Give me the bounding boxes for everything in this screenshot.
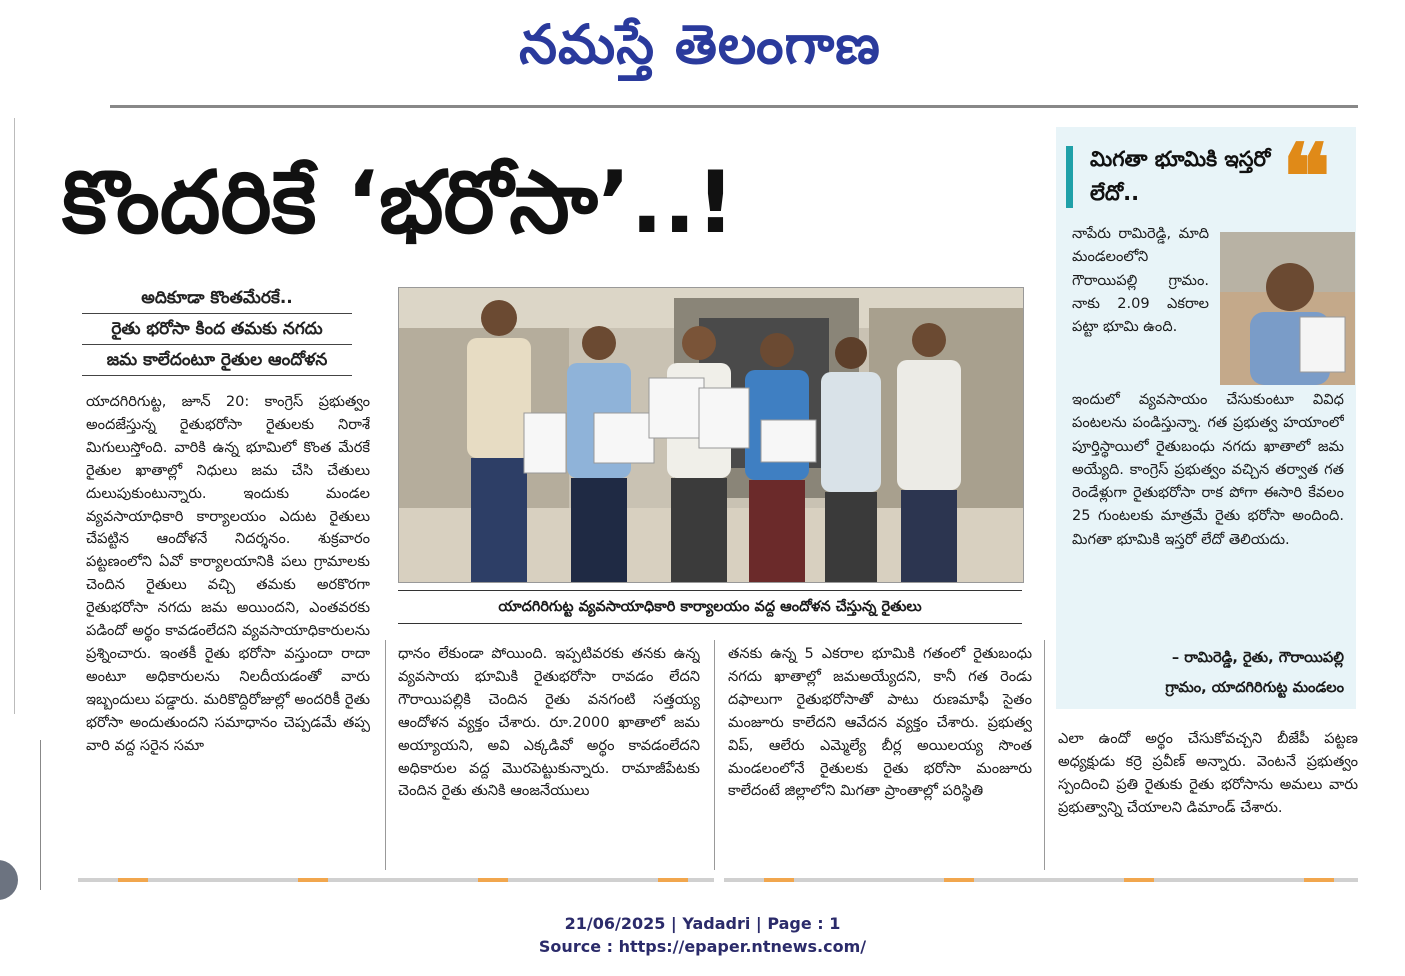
person-6	[897, 323, 961, 582]
footer-decor-rule	[78, 878, 714, 882]
page-nav-handle[interactable]	[0, 860, 18, 900]
quote-mark-icon: ❝	[1282, 124, 1331, 230]
farmers-protest-photo	[398, 287, 1024, 583]
sidebar-attribution-place: గ్రామం, యాదగిరిగుట్ట మండలం	[1165, 679, 1344, 696]
subheading-block	[82, 283, 352, 383]
article-column-4: ఎలా ఉందో అర్థం చేసుకోవచ్చని బీజేపీ పట్టణ అధ్యక్షుడు కర్రె ప్రవీణ్ అన్నారు. వెంటనే ప్రభుత్వం స్పందించి ప్రతి రైతుకు రైతు భరోసాను అమలు వారు ప్రభుత్వాన్ని చేయాలని డిమాండ్ చేశారు.	[1058, 730, 1358, 816]
photo-illustration	[399, 288, 1023, 582]
farmer-portrait-photo	[1220, 232, 1355, 385]
left-column-rule	[40, 740, 41, 890]
sidebar-attribution-name: – రామిరెడ్డి, రైతు, గౌరాయిపల్లి	[1171, 649, 1344, 666]
footer-date-line: 21/06/2025 | Yadadri | Page : 1	[564, 914, 841, 933]
sidebar-text-body: ఇందులో వ్యవసాయం చేసుకుంటూ వివిధ పంటలను పండిస్తున్నా. గత ప్రభుత్వ హయాంలో పూర్తిస్థాయిలో రైతుబంధు నగదు ఖాతాలో జమ అయ్యేది. కాంగ్రెస్ ప్రభుత్వం వచ్చిన తర్వాత గత రెండేళ్లుగా రైతుభరోసా రాక పోగా ఈసారి కేవలం 25 గుంటలకు మాత్రమే రైతు భరోసా అందింది. మిగతా భూమికి ఇస్తరో లేదో తెలియదు.	[1072, 391, 1344, 548]
subheading-line-1: అదికూడా కొంతమేరకే..	[82, 283, 352, 314]
person-3	[667, 326, 731, 582]
sidebar-accent-bar	[1066, 146, 1073, 208]
headline: కొందరికే ‘భరోసా’..!	[62, 153, 736, 253]
column-divider	[1044, 640, 1045, 870]
subheading-line-3: జమ కాలేదంటూ రైతుల ఆందోళన	[82, 345, 352, 376]
person-5	[821, 337, 881, 582]
subheading-line-2: రైతు భరోసా కింద తమకు నగదు	[82, 314, 352, 345]
person-1	[467, 300, 531, 582]
footer-decor-rule	[724, 878, 1358, 882]
left-page-edge	[0, 118, 15, 714]
sidebar-text-intro: నాపేరు రామిరెడ్డి, మాది మండలంలోని గౌరాయిపల్లి గ్రామం. నాకు 2.09 ఎకరాల పట్టా భూమి ఉంది.	[1072, 225, 1209, 336]
masthead-logo: నమస్తే తెలంగాణ	[519, 13, 881, 76]
footer-source-line[interactable]: Source : https://epaper.ntnews.com/	[538, 937, 867, 956]
column-divider	[714, 640, 715, 870]
article-column-3: తనకు ఉన్న 5 ఎకరాల భూమికి గతంలో రైతుబంధు నగదు ఖాతాల్లో జమఅయ్యేదని, కానీ గత రెండు దఫాలుగా రైతుభరోసాతో పాటు రుణమాఫీ సైతం మంజూరు కాలేదని ఆవేదన వ్యక్తం చేశారు. ప్రభుత్వ విప్, ఆలేరు ఎమ్మెల్యే బీర్ల అయిలయ్య సొంత మండలంలోనే రైతులకు రైతు భరోసా మంజూరు కాలేదంటే జిల్లాలోని మిగతా ప్రాంతాల్లో పరిస్థితి	[728, 645, 1032, 800]
photo-caption: యాదగిరిగుట్ట వ్యవసాయాధికారి కార్యాలయం వద్ద ఆందోళన చేస్తున్న రైతులు	[398, 590, 1022, 624]
article-column-2: ధానం లేకుండా పోయింది. ఇప్పటివరకు తనకు ఉన్న వ్యవసాయ భూమికి రైతుభరోసా రావడం లేదని గౌరాయిపల్లికి చెందిన రైతు వనగంటి సత్తయ్య ఆందోళన వ్యక్తం చేశారు. రూ.2000 ఖాతాలో జమ అయ్యాయని, అవి ఎక్కడివో అర్థం కావడంలేదని అధికారుల వద్ద మొరపెట్టుకున్నారు. రామాజీపేటకు చెందిన రైతు తునికి ఆంజనేయులు	[398, 645, 700, 800]
portrait-illustration	[1220, 232, 1355, 385]
article-column-1: యాదగిరిగుట్ట, జూన్ 20: కాంగ్రెస్ ప్రభుత్వం అందజేస్తున్న రైతుభరోసా రైతులకు నిరాశే మిగులుస్తోంది. వారికి ఉన్న భూమిలో కొంత మేరకే రైతుల ఖాతాల్లో నిధులు జమ చేసి చేతులు దులుపుకుంటున్నారు. ఇందుకు మండల వ్యవసాయాధికారి కార్యాలయం ఎదుట రైతులు చేపట్టిన ఆందోళనే నిదర్శనం. శుక్రవారం పట్టణంలోని ఏవో కార్యాలయానికి పలు గ్రామాలకు చెందిన రైతులు వచ్చి తమకు అరకొరగా రైతుభరోసా నగదు జమ అయిందని, ఎంతవరకు పడిందో అర్థం కావడంలేదని వ్యవసాయాధికారులను ప్రశ్నించారు. ఇంతకీ రైతు భరోసా వస్తుందా రాదా అంటూ అధికారులను నిలదీయడంతో వారు ఇబ్బందులు పడ్డారు. మరికొద్దిరోజుల్లో అందరికీ రైతు భరోసా అందుతుందని సమాధానం చెప్పడమే తప్ప వారి వద్ద సరైన సమా	[86, 393, 370, 754]
column-divider	[385, 640, 386, 870]
sidebar-title: మిగతా భూమికి ఇస్తరో లేదో..	[1090, 147, 1271, 205]
header-rule	[110, 105, 1358, 108]
